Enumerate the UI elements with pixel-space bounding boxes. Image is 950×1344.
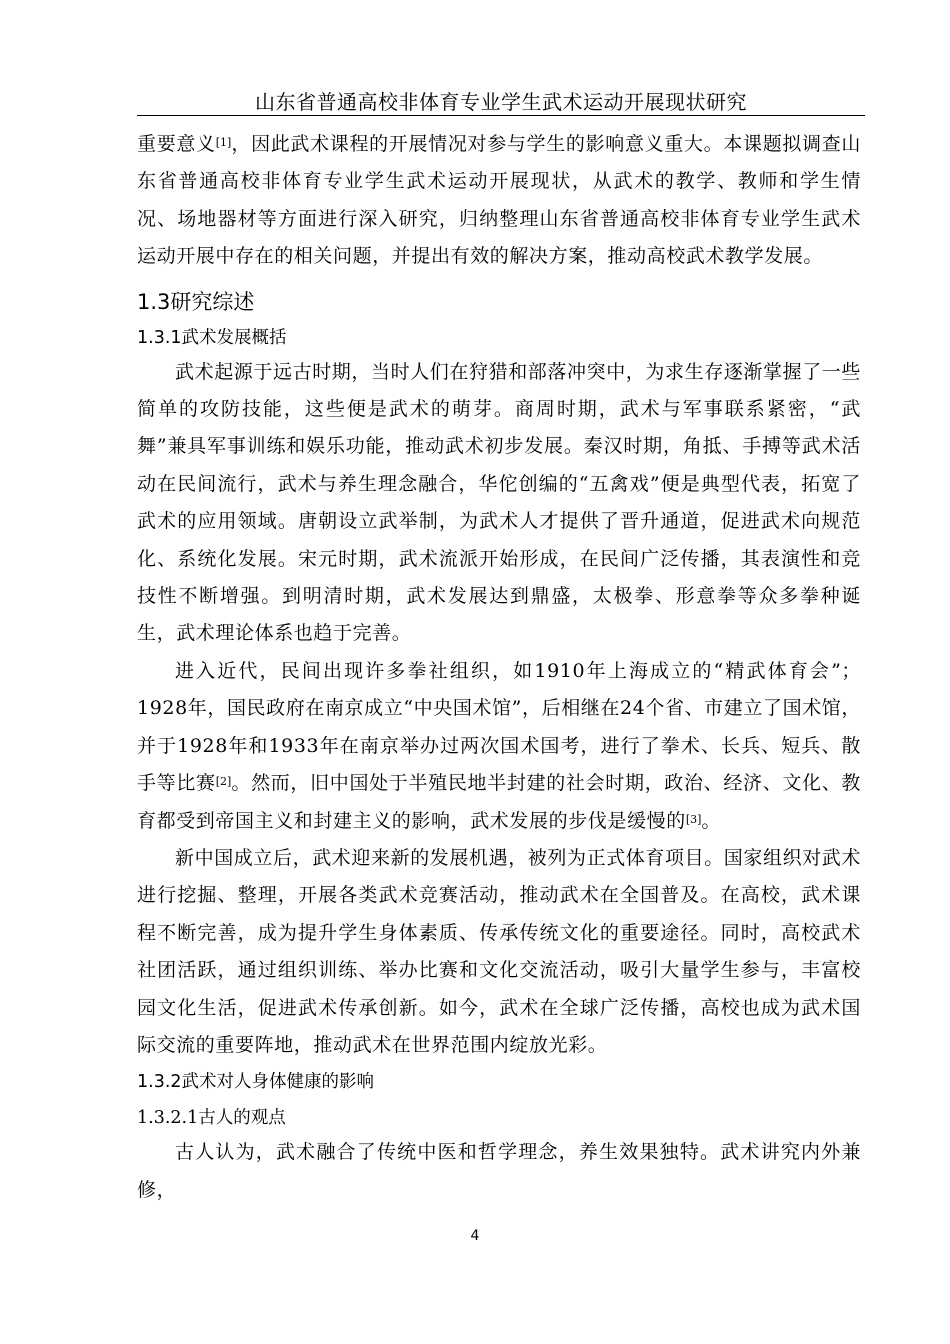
- page-number: 4: [470, 1228, 480, 1244]
- page-body: [137, 126, 861, 1209]
- paragraph-new-china: 新中国成立后，武术迎来新的发展机遇，被列为正式体育项目。国家组织对武术进行挖掘、整理，开展各类武术竞赛活动，推动武术在全国普及。在高校，武术课程不断完善，成为提升学生身体素质、传承传统文化的重要途径。同时，高校武术社团活跃，通过组织训练、举办比赛和文化交流活动，吸引大量学生参与，丰富校园文化生活，促进武术传承创新。如今，武术在全球广泛传播，高校也成为武术国际交流的重要阵地，推动武术在世界范围内绽放光彩。: [137, 846, 862, 1056]
- section-heading-1-3-2: 1.3.2武术对人身体健康的影响: [137, 1072, 375, 1093]
- modern-era-text-mid: 。然而，旧中国处于半殖民地半封建的社会时期，政治、经济、文化、教育都受到帝国主义和封建主义的影响，武术发展的步伐是缓慢的: [137, 772, 862, 832]
- citation-3[interactable]: [3]: [685, 812, 702, 826]
- modern-era-text-start: 进入近代，民间出现许多拳社组织，如1910年上海成立的“精武体育会”；1928年，国民政府在南京成立“中央国术馆”，后相继在24个省、市建立了国术馆，并于1928年和1933年在南京举办过两次国术国考，进行了拳术、长兵、短兵、散手等比赛: [137, 659, 861, 795]
- modern-era-text-end: 。: [701, 809, 722, 832]
- paragraph-modern-era: [137, 653, 861, 840]
- running-header: 山东省普通高校非体育专业学生武术运动开展现状研究: [255, 90, 747, 114]
- section-heading-1-3: 1.3研究综述: [137, 289, 255, 314]
- section-heading-1-3-2-1: 1.3.2.1古人的观点: [137, 1108, 286, 1129]
- citation-2[interactable]: [2]: [215, 775, 232, 789]
- citation-1[interactable]: [1]: [215, 136, 232, 149]
- section-heading-1-3-1: 1.3.1武术发展概括: [137, 327, 287, 348]
- paragraph-ancient-views: 古人认为，武术融合了传统中医和哲学理念，养生效果独特。武术讲究内外兼修，: [137, 1141, 861, 1201]
- intro-text-rest: ，因此武术课程的开展情况对参与学生的影响意义重大。本课题拟调查山东省普通高校非体育专业学生武术运动开展现状，从武术的教学、教师和学生情况、场地器材等方面进行深入研究，归纳整理山东省普通高校非体育专业学生武术运动开展中存在的相关问题，并提出有效的解决方案，推动高校武术教学发展。: [137, 133, 862, 268]
- intro-paragraph: [137, 126, 861, 276]
- intro-text-start: 重要意义: [137, 133, 216, 155]
- header-rule: [137, 115, 865, 116]
- paragraph-wushu-origins: 武术起源于远古时期，当时人们在狩猎和部落冲突中，为求生存逐渐掌握了一些简单的攻防技能，这些便是武术的萌芽。商周时期，武术与军事联系紧密，“武舞”兼具军事训练和娱乐功能，推动武术初步发展。秦汉时期，角抵、手搏等武术活动在民间流行，武术与养生理念融合，华佗创编的“五禽戏”便是典型代表，拓宽了武术的应用领域。唐朝设立武举制，为武术人才提供了晋升通道，促进武术向规范化、系统化发展。宋元时期，武术流派开始形成，在民间广泛传播，其表演性和竞技性不断增强。到明清时期，武术发展达到鼎盛，太极拳、形意拳等众多拳种诞生，武术理论体系也趋于完善。: [137, 360, 862, 645]
